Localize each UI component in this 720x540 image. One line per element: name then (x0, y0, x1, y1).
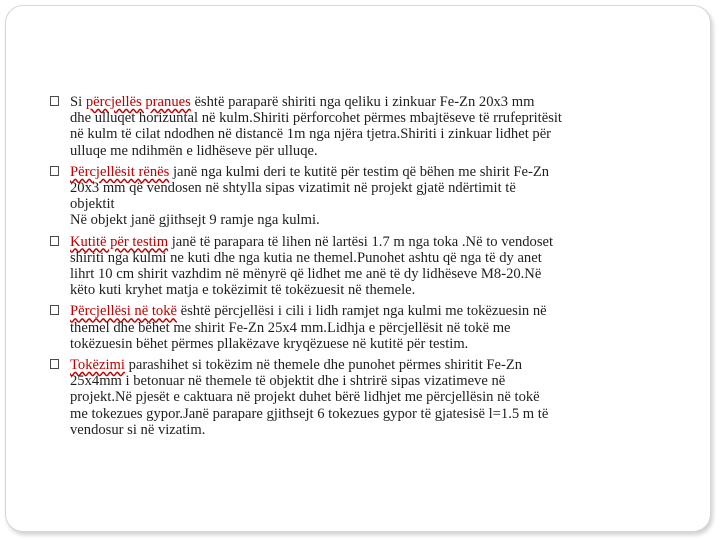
item-text: është paraparë shiriti nga qeliku i zinkuar Fe-Zn 20x3 mm (194, 94, 535, 110)
item-first-line (70, 357, 690, 373)
item-first-line (70, 234, 690, 250)
item-text: themel dhe bëhet me shirit Fe-Zn 25x4 mm.Lidhja e përcjellësit në tokë me (70, 319, 511, 336)
item-text: vendosur si në vizatim. (70, 421, 206, 438)
bullet-list (50, 94, 690, 443)
item-text: tokëzuesin bëhet përmes pllakëzave kryqëzuese në kutitë për testim. (70, 335, 469, 352)
list-item (50, 164, 690, 229)
checkbox-bullet-icon (50, 359, 59, 369)
item-prefix: Si (70, 94, 83, 110)
item-first-line (70, 94, 690, 110)
item-text: është përcjellësi i cili i lidh ramjet nga kulmi me tokëzuesin në (180, 303, 547, 320)
item-first-line (70, 164, 690, 180)
item-text: Në objekt janë gjithsejt 9 ramje nga kulmi. (70, 212, 320, 229)
item-text: lihrt 10 cm shirit vazhdim në mënyrë që lidhet me anë të dy lidhëseve M8-20.Në (70, 266, 542, 283)
item-text: parashihet si tokëzim në themele dhe punohet përmes shiritit Fe-Zn (128, 357, 523, 374)
item-text: janë të parapara të lihen në lartësi 1.7 m nga toka .Në to vendoset (171, 233, 554, 250)
item-first-line (70, 303, 690, 319)
item-text: me tokezues gypor.Janë parapare gjithsejt 6 tokezues gypor të gjatesisë l=1.5 m të (70, 405, 549, 422)
item-text: ulluqe me ndihmën e lidhëseve për ulluqe. (70, 142, 318, 159)
item-text: objektit (70, 196, 115, 213)
checkbox-bullet-icon (50, 236, 59, 246)
item-term: Përcjellësit rënës (70, 163, 170, 180)
item-text: shiriti nga kulmi ne kuti dhe nga kutia ne themel.Punohet ashtu që nga të dy anet (70, 249, 542, 266)
checkbox-bullet-icon (50, 166, 59, 176)
item-text: 25x4mm i betonuar në themele të objektit dhe i shtrirë sipas vizatimeve në (70, 373, 506, 390)
item-term: Tokëzimi (70, 357, 125, 374)
list-item (50, 357, 690, 438)
item-text: këto kuti kryhet matja e tokëzimit të tokëzuesit në themele. (70, 282, 416, 299)
item-text: janë nga kulmi deri te kutitë për testim që bëhen me shirit Fe-Zn (172, 163, 550, 180)
item-term: Përcjellësi në tokë (70, 303, 177, 320)
item-text: 20x3 mm që vendosen në shtylla sipas vizatimit në projekt gjatë ndërtimit të (70, 180, 516, 197)
checkbox-bullet-icon (50, 305, 59, 315)
item-term: përcjellës pranues (85, 94, 191, 110)
list-item (50, 94, 690, 159)
list-item (50, 234, 690, 299)
list-item (50, 303, 690, 352)
item-text: dhe ulluqet horizuntal në kulm.Shiriti përforcohet përmes mbajtëseve të rrufepritësit (70, 110, 562, 127)
item-term: Kutitë për testim (70, 233, 169, 250)
item-text: projekt.Në pjesët e caktuara në projekt duhet bërë lidhjet me përcjellësin në tokë (70, 389, 540, 406)
item-text: në kulm të cilat ndodhen në distancë 1m nga njëra tjetra.Shiriti i zinkuar lidhet për (70, 126, 552, 143)
checkbox-bullet-icon (50, 96, 59, 106)
